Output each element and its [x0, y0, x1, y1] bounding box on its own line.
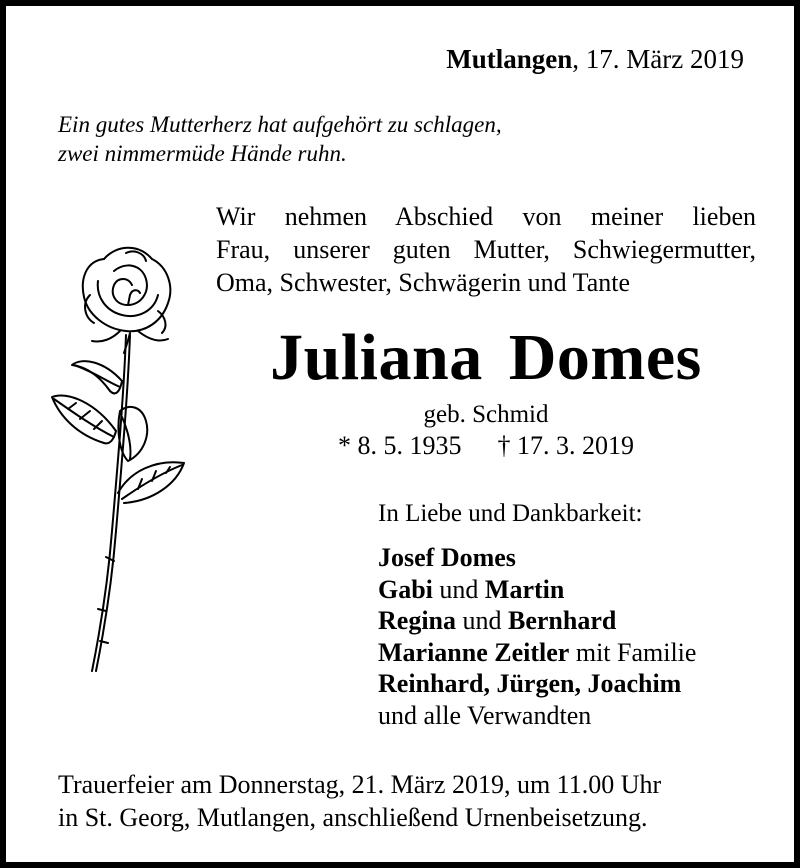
mourner-name: Josef Domes	[378, 543, 516, 572]
mourner-name: Regina	[378, 606, 456, 635]
intro-line-2: Frau, unserer guten Mutter, Schwiegermutter,	[216, 235, 756, 264]
notice-date: , 17. März 2019	[572, 44, 744, 74]
maiden-name: geb. Schmid	[423, 401, 549, 428]
intro-line-1: Wir nehmen Abschied von meiner lieben	[216, 202, 756, 231]
mourner-row	[378, 605, 696, 637]
mourner-name: Martin	[484, 574, 565, 604]
birth-date: * 8. 5. 1935	[338, 431, 462, 460]
mourner-row	[378, 637, 696, 669]
joiner: und	[432, 574, 485, 604]
mourner-row	[378, 668, 696, 700]
family-suffix: mit Familie	[569, 637, 697, 667]
motto-line-2: zwei nimmermüde Hände ruhn.	[58, 141, 347, 166]
service-line-1: Trauerfeier am Donnerstag, 21. März 2019, um 11.00 Uhr	[58, 770, 662, 799]
mourners-heading: In Liebe und Dankbarkeit:	[378, 500, 643, 527]
joiner: und	[456, 606, 508, 635]
mourner-name: Gabi	[378, 574, 433, 604]
intro-line-3: Oma, Schwester, Schwägerin und Tante	[216, 268, 630, 297]
life-dates	[236, 431, 736, 461]
service-info	[58, 768, 661, 834]
death-date: † 17. 3. 2019	[497, 431, 634, 460]
motto-line-1: Ein gutes Mutterherz hat aufgehört zu schlagen,	[58, 112, 502, 137]
rose-icon	[34, 231, 209, 686]
mourner-row	[378, 542, 696, 574]
first-name: Juliana	[270, 321, 483, 394]
mourner-row: und alle Verwandten	[378, 700, 592, 730]
deceased-name	[236, 320, 736, 396]
place-date	[446, 44, 744, 75]
intro-text	[216, 200, 756, 299]
place-name: Mutlangen	[446, 44, 573, 74]
mourner-row	[378, 574, 696, 606]
mourner-name: Marianne Zeitler	[378, 637, 570, 667]
service-line-2: in St. Georg, Mutlangen, anschließend Urnenbeisetzung.	[58, 803, 648, 832]
mourner-name: Reinhard, Jürgen, Joachim	[378, 669, 682, 698]
mourner-name: Bernhard	[508, 606, 617, 635]
last-name: Domes	[508, 321, 702, 394]
mourners-list	[378, 542, 696, 731]
motto	[58, 110, 502, 168]
